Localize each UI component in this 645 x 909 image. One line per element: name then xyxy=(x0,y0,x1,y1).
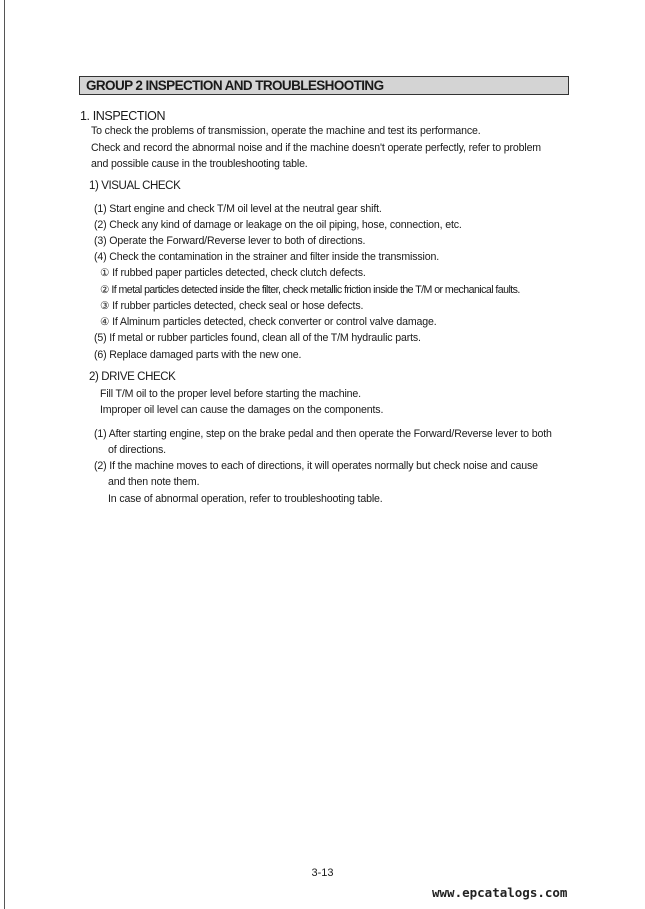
drive-check-intro-line: Improper oil level can cause the damages on the components. xyxy=(100,404,384,416)
visual-check-subitem: ① If rubbed paper particles detected, check clutch defects. xyxy=(100,267,366,279)
intro-line-1: To check the problems of transmission, operate the machine and test its performance. xyxy=(91,125,481,137)
visual-check-item: (3) Operate the Forward/Reverse lever to both of directions. xyxy=(94,235,366,247)
visual-check-item: (4) Check the contamination in the strainer and filter inside the transmission. xyxy=(94,251,439,263)
visual-check-item: (2) Check any kind of damage or leakage on the oil piping, hose, connection, etc. xyxy=(94,219,462,231)
drive-check-item-continuation: and then note them. xyxy=(108,476,200,488)
drive-check-intro-line: Fill T/M oil to the proper level before starting the machine. xyxy=(100,388,361,400)
visual-check-item: (6) Replace damaged parts with the new one. xyxy=(94,349,302,361)
visual-check-title: 1) VISUAL CHECK xyxy=(89,180,181,192)
visual-check-subitem: ③ If rubber particles detected, check seal or hose defects. xyxy=(100,300,364,312)
visual-check-subitem: ② If metal particles detected inside the filter, check metallic friction inside the T/M or mechanical faults. xyxy=(100,284,520,296)
drive-check-title: 2) DRIVE CHECK xyxy=(89,371,176,383)
drive-check-item-continuation: of directions. xyxy=(108,444,166,456)
drive-check-item: (1) After starting engine, step on the brake pedal and then operate the Forward/Reverse lever to both xyxy=(94,428,552,440)
intro-line-2: Check and record the abnormal noise and if the machine doesn't operate perfectly, refer to problem xyxy=(91,142,541,154)
visual-check-subitem: ④ If Alminum particles detected, check converter or control valve damage. xyxy=(100,316,437,328)
intro-line-3: and possible cause in the troubleshooting table. xyxy=(91,158,308,170)
page-left-border xyxy=(4,0,5,909)
group-title: GROUP 2 INSPECTION AND TROUBLESHOOTING xyxy=(79,76,569,95)
drive-check-item-continuation: In case of abnormal operation, refer to troubleshooting table. xyxy=(108,493,383,505)
watermark-url: www.epcatalogs.com xyxy=(432,885,568,900)
visual-check-item: (1) Start engine and check T/M oil level at the neutral gear shift. xyxy=(94,203,382,215)
page-number: 3-13 xyxy=(311,867,334,879)
section-title: 1. INSPECTION xyxy=(80,109,166,123)
visual-check-item: (5) If metal or rubber particles found, clean all of the T/M hydraulic parts. xyxy=(94,332,421,344)
drive-check-item: (2) If the machine moves to each of directions, it will operates normally but check noise and cause xyxy=(94,460,538,472)
